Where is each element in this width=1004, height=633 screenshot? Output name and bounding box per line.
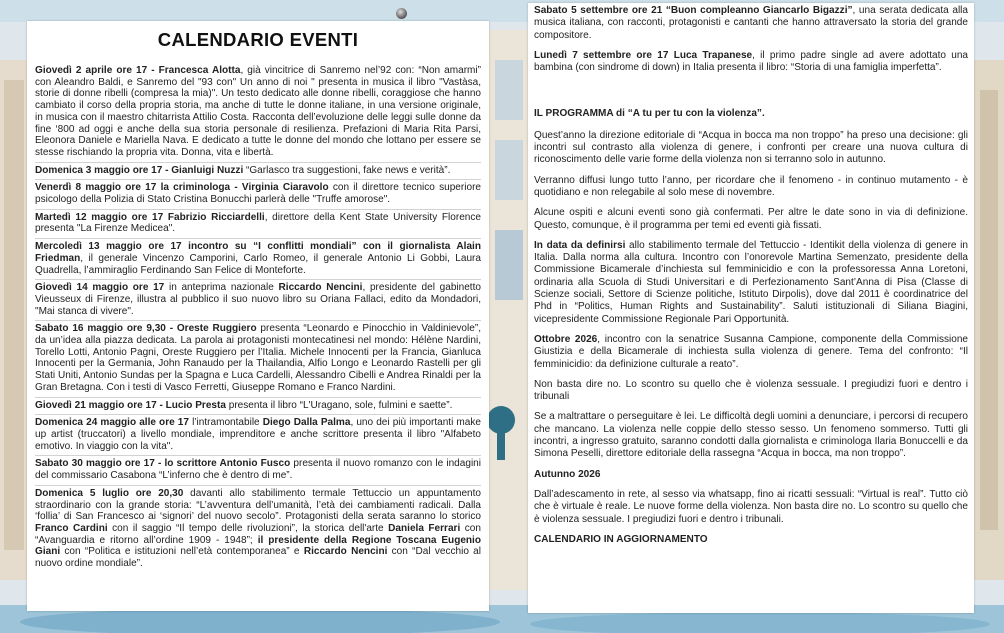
program-paragraph xyxy=(534,411,968,460)
highlight-text: Venerdì 8 maggio ore 17 la criminologa - Virginia Ciaravolo xyxy=(35,182,329,194)
event-entry xyxy=(35,456,481,485)
event-entry xyxy=(35,163,481,181)
event-entry xyxy=(35,180,481,209)
program-heading xyxy=(534,108,968,120)
body-text: allo stabilimento termale del Tettuccio - Identikit della violenza di genere in Italia. Dalla norma alla cultura. Incontro con l’onorevole Martina Semenzato, presidente della Commissione Bicamerale d’inchiesta sul femminicidio e con la professoressa Anna Loretoni, ordinaria alla Scuola di Studi Universitari e di Perfezionamento Sant’Anna di Pisa (Classe di Scienze sociali, Settore di Scienze politiche, Istituto Dirpolis), dove dal 2011 è coordinatrice del Phd in “Politics, Human Rights and Sustainability”. Saluti istituzionali di Siliana Biagini, vicepresidente Commissione Regionale Pari Opportunità. xyxy=(534,239,968,325)
body-text: con “Avanguardia e ritorno all’ordine 1909 - 1948”; xyxy=(35,522,481,546)
spacer xyxy=(534,82,968,108)
body-text: , già vincitrice di Sanremo nel’92 con: “Non amarmi” con Aleandro Baldi, e Sanremo del "93 con" Un anno di noi " presenta in musica il libro "Vastàsa, storie di donne ribelli (compresa la mia)". Un testo dedicato alle donne ribelli, coraggiose che hanno cambiato il corso della propria storia, ma anche di tutte le donne italiane, in una versione originale, in musica con il maestro chitarrista Attilio Costa. Racconta dell’evoluzione delle leggi sulle donne da fine ‘800 ad oggi e anche della sua storia personale di resilienza. Prefazioni di Maria Rita Parsi, Eleonora Daniele e Mariella Nava. E dedicato a tutte le donne del mondo che lottano per essere se stesse rischiando la propria vita. Donna, vita e libertà. xyxy=(35,65,481,158)
body-text: Se a maltrattare o perseguitare è lei. Le difficoltà degli uomini a denunciare, i percorsi di recupero che mancano. La violenza nelle coppie dello stesso sesso. Un fenomeno sommerso. Tutti gli incontri, a ingresso gratuito, saranno condotti dalla giornalista e criminologa Ilaria Bonuccelli e da Simona Peselli, direttore editoriale della rassegna “Acqua in bocca, ma non troppo”. xyxy=(534,411,968,460)
highlight-text: Sabato 30 maggio ore 17 - lo scrittore Antonio Fusco xyxy=(35,458,291,470)
event-entry xyxy=(35,239,481,280)
page-title: CALENDARIO EVENTI xyxy=(157,29,359,50)
body-text: , il generale Vincenzo Camporini, Carlo Romeo, il generale Antonio Li Gobbi, Laura Quadrella, l’ammiraglio Ferdinando San Felice di Monteforte. xyxy=(35,252,481,276)
body-text: , incontro con la senatrice Susanna Campione, componente della Commissione Giustizia e della Bicamerale di inchiesta sulla violenza di genere. Tema del confronto: “Il femminicidio: da definizione culturale a reato”. xyxy=(534,333,969,370)
program-paragraph xyxy=(534,130,968,167)
highlight-text: Riccardo Nencini xyxy=(278,282,363,294)
highlight-text: Lunedì 7 settembre ore 17 Luca Trapanese xyxy=(534,49,753,61)
highlight-text: Ottobre 2026 xyxy=(534,333,598,345)
body-text: , uno dei più importanti make up artist (truccatori) a livello mondiale, imprenditore e anche scrittore presenta il libro "Alfabeto emotivo. In viaggio con la vita". xyxy=(35,417,481,452)
body-text: con “Politica e istituzioni nell’età contemporanea” e xyxy=(60,546,304,558)
calendar-panel-left xyxy=(27,21,489,611)
body-text: presenta il libro “L'Uragano, sole, fulmini e saette”. xyxy=(225,399,453,411)
highlight-text: Domenica 5 luglio ore 20,30 xyxy=(35,487,184,499)
body-text: “Garlasco tra suggestioni, fake news e verità”. xyxy=(243,164,451,176)
highlight-text: il presidente della Regione Toscana Eugenio Giani xyxy=(35,534,481,558)
body-text: con “Dal vecchio al nuovo ordine mondiale”. xyxy=(35,546,482,570)
body-text: , direttore della Kent State University Florence presenta "La Firenze Medicea". xyxy=(35,211,481,235)
body-text: Dall’adescamento in rete, al sesso via whatsapp, fino ai ricatti sessuali: “Virtual is real”. Tutto ciò che è virtuale è reale. Le nuove forme della violenza. Non basta dire no. Lo scontro su quello che è violenza sessuale. I pregiudizi fuori e dentro i tribunali. xyxy=(534,488,968,525)
event-entry xyxy=(35,486,481,573)
program-heading-title: “A tu per tu con la violenza” xyxy=(627,108,762,120)
body-text: , presidente del gabinetto Vieusseux di Firenze, illustra al pubblico il suo nuovo libro su Oriana Fallaci, edito da Mondadori, "Mai stanca di vivere". xyxy=(35,282,481,317)
body-text: in anteprima nazionale xyxy=(164,282,279,294)
event-entry xyxy=(35,210,481,239)
event-entry xyxy=(35,280,481,321)
body-text: Non basta dire no. Lo scontro su quello che è violenza sessuale. I pregiudizi fuori e dentro i tribunali xyxy=(534,378,968,403)
highlight-text: Giovedì 2 aprile ore 17 - Francesca Alotta xyxy=(35,65,241,76)
body-text: l’intramontabile xyxy=(188,417,263,429)
program-paragraph xyxy=(534,240,968,326)
highlight-text: CALENDARIO IN AGGIORNAMENTO xyxy=(534,533,708,545)
event-entry xyxy=(35,63,481,163)
event-list-continued xyxy=(534,5,968,74)
highlight-text: Martedì 12 maggio ore 17 Fabrizio Ricciardelli xyxy=(35,211,265,223)
highlight-text: Sabato 5 settembre ore 21 “Buon compleanno Giancarlo Bigazzi” xyxy=(534,5,853,16)
event-entry xyxy=(35,321,481,397)
highlight-text: Giovedì 21 maggio ore 17 - Lucio Presta xyxy=(35,399,226,411)
program-paragraph xyxy=(534,469,968,481)
program-paragraph xyxy=(534,489,968,526)
body-text: presenta il nuovo romanzo con le indagini del commissario Casabona “L’inferno che è dentro di me”. xyxy=(35,458,481,482)
event-entry xyxy=(35,398,481,416)
highlight-text: Giovedì 14 maggio ore 17 xyxy=(35,282,165,294)
program-paragraph xyxy=(534,334,968,371)
program-paragraph xyxy=(534,379,968,404)
body-text: presenta “Leonardo e Pinocchio in Valdinievole”, da un’idea alla piazza dedicata. La parola ai protagonisti montecatinesi nel mondo: Hélène Nardini, Torello Lotti, Antonio Pagni, Oreste Ruggiero per l’Italia. Michele Innocenti per la Francia, Gianluca Innocenti per la Germania, John Ranaudo per la Thailandia, Alfio Longo e Leonardo Rastelli per gli Stati Uniti, Antonio Sundas per la Spagna e Luca Cardelli, Alessandro Cibelli e Andrea Rinaldi per la Gran Bretagna. Con i testi di Vasco Ferretti, Giuseppe Romano e Franco Nardini. xyxy=(35,323,481,393)
body-text: con il saggio “Il tempo delle rivoluzioni”, la storica dell'arte xyxy=(107,522,389,534)
body-text: davanti allo stabilimento termale Tettuccio un appuntamento straordinario con la grande storia: “L’avventura dell’umanità, l’età dei cambiamenti radicali. Dalla ‘follia’ di San Francesco ai ‘signori’ del nuovo secolo”. Protagonisti della serata saranno lo storico xyxy=(35,487,481,523)
program-heading-prefix: IL PROGRAMMA di xyxy=(534,108,628,120)
event-entry xyxy=(35,415,481,456)
event-entry xyxy=(534,50,968,75)
program-paragraph xyxy=(534,534,968,546)
body-text: con il direttore tecnico superiore psicologo della Polizia di Stato Cristina Bonucchi parlerà delle "Truffe amorose". xyxy=(35,182,481,206)
program-paragraph xyxy=(534,207,968,232)
highlight-text: Diego Dalla Palma xyxy=(262,417,351,429)
body-text: Verranno diffusi lungo tutto l’anno, per ricordare che il fenomeno - in continuo mutamento - è quotidiano e non relegabile al solo mese di novembre. xyxy=(534,174,968,198)
highlight-text: In data da definirsi xyxy=(534,239,626,251)
highlight-text: Domenica 24 maggio alle ore 17 xyxy=(35,417,189,429)
calendar-panel-right xyxy=(528,3,974,613)
program-text xyxy=(534,130,968,546)
highlight-text: Riccardo Nencini xyxy=(303,546,388,558)
highlight-text: Daniela Ferrari xyxy=(388,522,461,534)
highlight-text: Franco Cardini xyxy=(35,522,108,534)
body-text: Alcune ospiti e alcuni eventi sono già confermati. Per altre le date sono in via di definizione. Questo, comunque, è il programma per temi ed eventi già fissati. xyxy=(534,207,968,231)
program-heading-suffix: . xyxy=(761,108,765,120)
body-text: Quest’anno la direzione editoriale di “Acqua in bocca ma non troppo” ha preso una decisione: gli incontri sul contrasto alla violenza di genere, i confronti per creare una nuova cultura di riconoscimento delle varie forme della violenza non si terranno solo in autunno. xyxy=(534,129,968,166)
highlight-text: Domenica 3 maggio ore 17 - Gianluigi Nuzzi xyxy=(35,164,244,176)
highlight-text: Mercoledì 13 maggio ore 17 incontro su “I conflitti mondiali” con il giornalista Alain Friedman xyxy=(35,241,481,264)
highlight-text: Sabato 16 maggio ore 9,30 - Oreste Ruggiero xyxy=(35,323,257,335)
body-text: , una serata dedicata alla musica italiana, con racconti, protagonisti e cantanti che hanno attraversato la storia del grande compositore. xyxy=(534,5,968,41)
event-list xyxy=(35,63,481,573)
highlight-text: Autunno 2026 xyxy=(534,468,601,480)
event-entry xyxy=(534,5,968,42)
program-paragraph xyxy=(534,175,968,200)
pin-icon xyxy=(396,8,407,19)
body-text: , il primo padre single ad avere adottato una bambina (con sindrome di down) in Italia presenta il libro: “Storia di una famiglia imperfetta”. xyxy=(534,49,968,74)
